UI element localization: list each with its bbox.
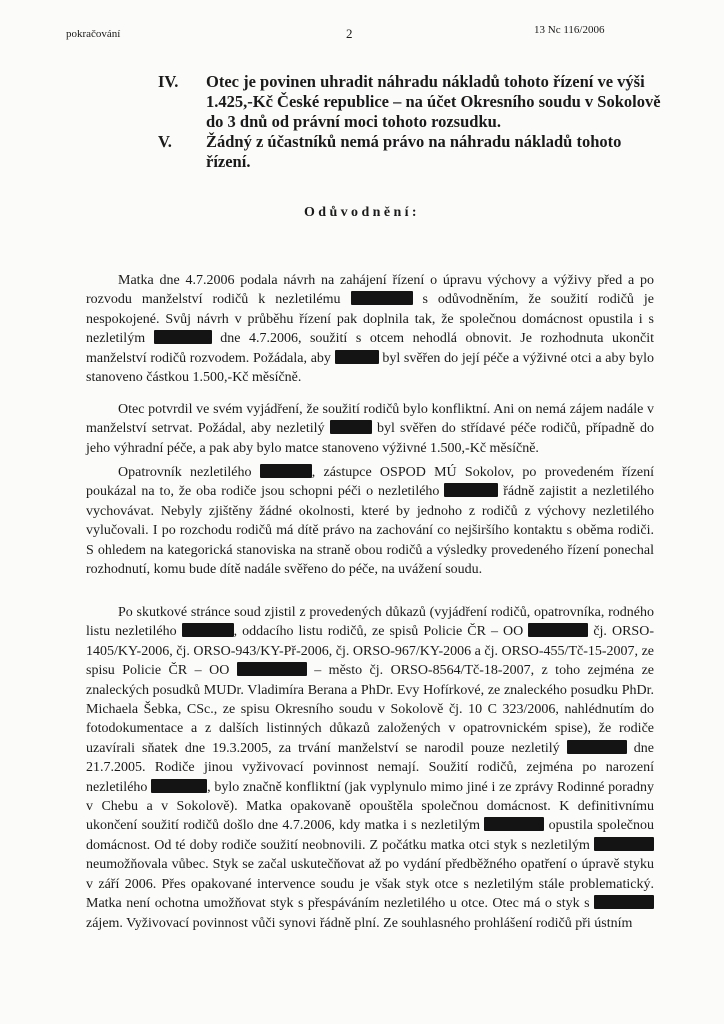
p1-text-c: dne 4.7.2006, soužití s otcem nehodlá obnovit. Je rozhodnuta ukončit manželství rodičů rozvodem. Požádala, aby <box>86 331 655 366</box>
redaction-block <box>182 623 234 637</box>
paragraph-father-statement <box>86 400 654 458</box>
p4-text-h: neumožňovala vůbec. Styk se začal uskutečňovat až po vydání předběžného opatření o úpravě styku v září 2006. Přes opakované intervence soudu je však styk otce s nezletilým stále problematický. Matka není ochotna umožňovat styk s přespáváním nezletilého u otce. Otec má o styk s <box>86 857 654 912</box>
p4-text-d: – město čj. ORSO-8564/Tč-18-2007, z toho zejména ze znaleckých posudků MUDr. Vladimíra Berana a PhDr. Evy Hofírkové, ze znaleckého posudku PhDr. Michaela Šebka, CSc., ze spisu Okresního soudu v Sokolově čj. 10 C 323/2006, nahlédnutím do fotodokumentace a z dalších listinných důkazů založených v opatrovnickém spise), že rodiče uzavírali sňatek dne 19.3.2005, za trvání manželství se narodil pouze nezletilý <box>86 663 655 756</box>
verdict-text-v: Žádný z účastníků nemá právo na náhradu nákladů tohoto řízení. <box>206 132 622 171</box>
p2-text-a: Otec potvrdil ve svém vyjádření, že soužití rodičů bylo konfliktní. Ani on nemá zájem nadále v manželství setrvat. Požádal, aby nezletilý <box>86 402 654 437</box>
verdict-text-iv: Otec je povinen uhradit náhradu nákladů tohoto řízení ve výši 1.425,-Kč České republice – na účet Okresního soudu v Sokolově do 3 dnů od právní moci tohoto rozsudku. <box>206 72 661 131</box>
redaction-block <box>594 895 654 909</box>
header-continuation: pokračování <box>66 28 121 40</box>
redaction-block <box>335 350 379 364</box>
p4-text-c: čj. ORSO-1405/KY-2006, čj. ORSO-943/KY-Př-2006, čj. ORSO-967/KY-2006 a čj. ORSO-455/Tč-15-2007, ze spisu Policie ČR – OO <box>86 624 654 679</box>
p3-text-c: řádně zajistit a nezletilého vychovávat. Nebyly zjištěny žádné okolnosti, které by jednoho z rodičů z výchovy nezletilého vylučovali. I po rozchodu rodičů má dítě právo na zachování co nejširšího kontaktu s oběma rodiči. S ohledem na kategorická stanoviska na straně obou rodičů a výsledky provedeného řízení ponechal rozhodnutí, komu bude dítě nadále svěřeno do péče, na uvážení soudu. <box>86 484 654 578</box>
case-number: 13 Nc 116/2006 <box>534 24 605 36</box>
redaction-block <box>330 420 372 434</box>
redaction-block <box>151 779 207 793</box>
page-number: 2 <box>346 26 353 41</box>
redaction-block <box>237 662 307 676</box>
redaction-block <box>594 837 654 851</box>
p4-text-i: zájem. Vyživovací povinnost vůči synovi řádně plní. Ze souhlasného prohlášení rodičů při ústním <box>86 915 633 931</box>
redaction-block <box>154 330 212 344</box>
verdict-number-v: V. <box>158 132 172 151</box>
p3-text-b: , zástupce OSPOD MÚ Sokolov, po provedeném řízení poukázal na to, že oba rodiče jsou schopni péči o nezletilého <box>86 465 655 500</box>
p1-text-a: Matka dne 4.7.2006 podala návrh na zahájení řízení o úpravu výchovy a výživy před a po rozvodu manželství rodičů k nezletilému <box>86 273 654 308</box>
p4-text-f: , bylo značně konfliktní (jak vyplynulo mimo jiné i ze zprávy Rodinné poradny v Chebu a v Sokolově). Matka opakovaně opouštěla společnou domácnost. K definitivnímu ukončení soužití rodičů došlo dne 4.7.2006, kdy matka i s nezletilým <box>86 779 655 834</box>
p4-text-e: dne 21.7.2005. Rodiče jinou vyživovací povinnost nemají. Soužití rodičů, zejména po narození nezletilého <box>86 740 655 795</box>
redaction-block <box>484 817 544 831</box>
redaction-block <box>444 483 498 497</box>
redaction-block <box>260 464 312 478</box>
paragraph-court-findings <box>86 603 654 933</box>
paragraph-guardian-statement <box>86 463 654 579</box>
verdict-number-iv: IV. <box>158 72 179 91</box>
p1-text-b: s odůvodněním, že soužití rodičů je nespokojené. Svůj návrh v průběhu řízení pak doplnila tak, že společnou domácnost opustila i s nezletilým <box>86 292 654 347</box>
p3-text-a: Opatrovník nezletilého <box>118 465 252 480</box>
p2-text-b: byl svěřen do střídavé péče rodičů, případně do jeho výhradní péče, a pak aby bylo matce stanoveno výživné 1.500,-Kč měsíčně. <box>86 421 655 456</box>
p4-text-g: opustila společnou domácnost. Od té doby rodiče soužití neobnovili. Z počátku matka otci styk s nezletilým <box>86 818 654 853</box>
redaction-block <box>528 623 588 637</box>
p4-text-a: Po skutkové stránce soud zjistil z provedených důkazů (vyjádření rodičů, opatrovníka, rodného listu nezletilého <box>86 605 654 640</box>
p4-text-b: , oddacího listu rodičů, ze spisů Policie ČR – OO <box>233 624 524 640</box>
p1-text-d: byl svěřen do její péče a výživné otci a aby bylo stanoveno částkou 1.500,-Kč měsíčně. <box>86 350 655 386</box>
redaction-block <box>351 291 413 305</box>
paragraph-mother-petition <box>86 271 654 387</box>
section-heading: Odůvodnění: <box>304 205 420 220</box>
redaction-block <box>567 740 627 754</box>
